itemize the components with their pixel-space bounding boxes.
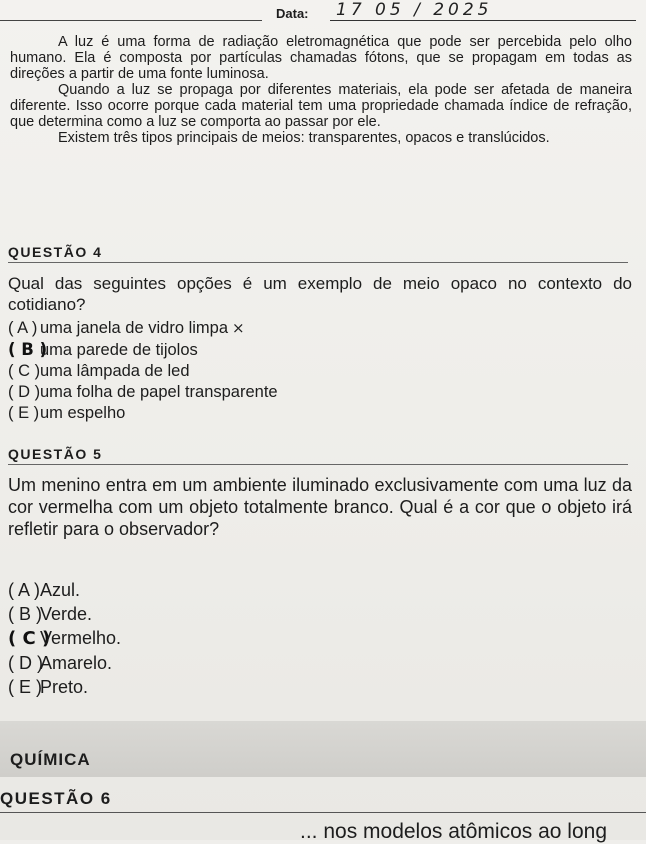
selected-answer-mark: ( C ) — [8, 628, 51, 649]
section-title: QUÍMICA — [10, 750, 91, 769]
option-d[interactable]: ( D )Amarelo. — [8, 653, 113, 673]
date-label: Data: — [276, 6, 309, 21]
option-e[interactable]: ( E )um espelho — [8, 404, 126, 422]
question-6-rule — [0, 812, 646, 813]
intro-paragraph: Quando a luz se propaga por diferentes materiais, ela pode ser afetada de maneira diferente. Isso ocorre porque cada material tem uma propriedade chamada índice de refração, que determina como a luz se comporta ao passar por ele. — [10, 82, 632, 130]
question-6-text: ... nos modelos atômicos ao long — [300, 820, 608, 843]
question-5-rule — [8, 464, 628, 465]
question-5-title: QUESTÃO 5 — [8, 446, 103, 462]
option-e[interactable]: ( E )Preto. — [8, 677, 89, 697]
question-5-options — [8, 578, 121, 699]
option-c[interactable]: ( C )Vermelho. — [8, 628, 122, 649]
intro-text — [10, 34, 632, 146]
option-a[interactable]: ( A ) uma janela de vidro limpa × — [8, 319, 245, 337]
question-4-options — [8, 318, 278, 424]
intro-paragraph: A luz é uma forma de radiação eletromagnética que pode ser percebida pelo olho humano. Ela é composta por partículas chamadas fótons, que se propagam em todas as direções a partir de uma fonte luminosa. — [10, 34, 632, 82]
selected-answer-mark: ( B ) — [8, 340, 48, 359]
option-b[interactable]: ( B )uma parede de tijolos — [8, 340, 198, 359]
question-4-rule — [8, 262, 628, 263]
option-c[interactable]: ( C )uma lâmpada de led — [8, 362, 190, 380]
date-value: 17 05 / 2025 — [330, 0, 636, 21]
section-banner — [0, 721, 646, 777]
option-d[interactable]: ( D )uma folha de papel transparente — [8, 383, 278, 401]
cross-mark-icon: × — [232, 319, 245, 337]
option-a[interactable]: ( A )Azul. — [8, 580, 81, 600]
name-line — [0, 20, 262, 21]
question-6-title: QUESTÃO 6 — [0, 789, 112, 808]
option-b[interactable]: ( B )Verde. — [8, 604, 93, 624]
question-5-text: Um menino entra em um ambiente iluminado exclusivamente com uma luz da cor vermelha com um objeto totalmente branco. Qual é a cor que o objeto irá refletir para o observador? — [8, 475, 632, 539]
question-4-title: QUESTÃO 4 — [8, 244, 103, 260]
intro-paragraph: Existem três tipos principais de meios: transparentes, opacos e translúcidos. — [58, 130, 550, 146]
question-4-text: Qual das seguintes opções é um exemplo de meio opaco no contexto do cotidiano? — [8, 274, 632, 314]
